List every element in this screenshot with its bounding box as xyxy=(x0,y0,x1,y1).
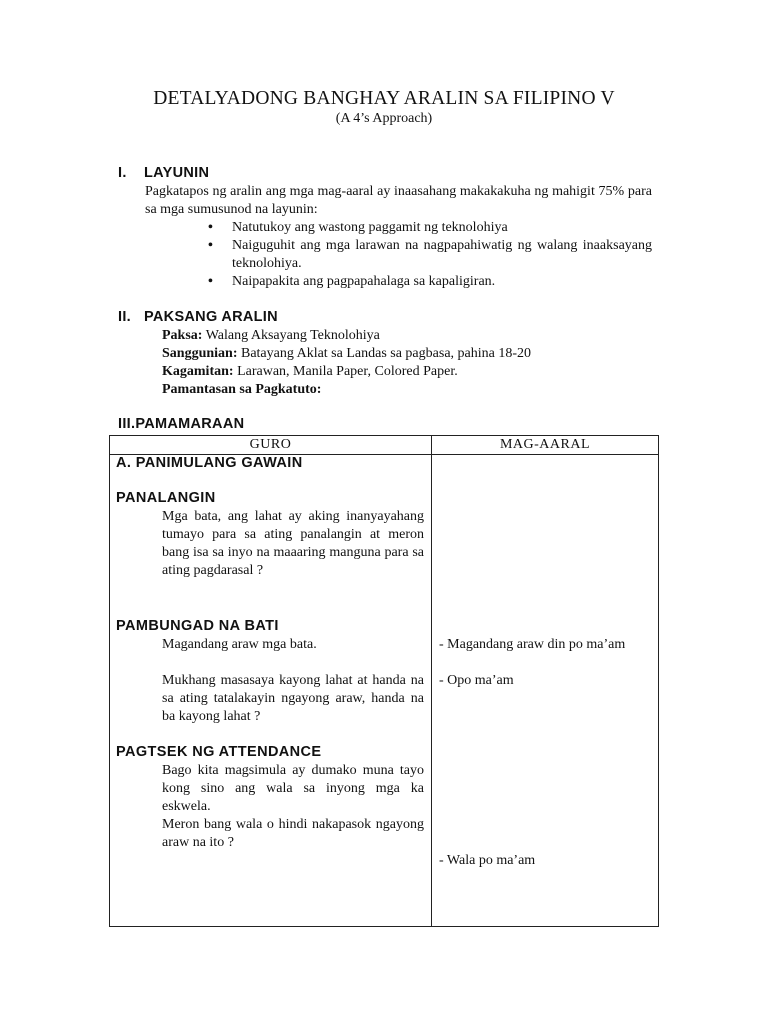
section-layunin-heading xyxy=(118,165,209,181)
list-item xyxy=(208,237,652,273)
section-title: PAKSANG ARALIN xyxy=(144,309,278,325)
bullet-icon: • xyxy=(208,274,213,289)
paksa-row xyxy=(162,327,380,345)
kagamitan-label: Kagamitan: xyxy=(162,364,234,379)
bullet-text: Naiguguhit ang mga larawan na nagpapahiwatig ng walang inaaksayang teknolohiya. xyxy=(232,238,652,271)
bullet-text: Natutukoy ang wastong paggamit ng teknolohiya xyxy=(232,220,508,235)
section-pamamaraan-heading: III.PAMAMARAAN xyxy=(118,416,245,432)
mag-aaral-cell xyxy=(432,455,659,927)
layunin-bullet-list xyxy=(208,219,652,291)
section-paksang-aralin-heading xyxy=(118,309,278,325)
student-response-3: - Wala po ma’am xyxy=(439,853,536,868)
table-row xyxy=(110,455,659,927)
attendance-text-2: Meron bang wala o hindi nakapasok ngayong araw na ito ? xyxy=(162,817,424,850)
attendance-text-1: Bago kita magsimula ay dumako muna tayo kong sino ang wala sa inyong mga ka eskwela. xyxy=(162,763,424,814)
bullet-text: Naipapakita ang pagpapahalaga sa kapaligiran. xyxy=(232,274,496,289)
paksa-label: Paksa: xyxy=(162,328,203,343)
paksa-value: Walang Aksayang Teknolohiya xyxy=(205,328,380,343)
panimulang-gawain-heading: A. PANIMULANG GAWAIN xyxy=(116,455,303,471)
student-response-2: - Opo ma’am xyxy=(439,673,514,688)
section-number: I. xyxy=(118,165,127,181)
bullet-icon: • xyxy=(208,220,213,235)
pamantasan-label: Pamantasan sa Pagkatuto: xyxy=(162,382,322,397)
table-header-row xyxy=(110,436,659,455)
pamantasan-row xyxy=(162,381,321,399)
attendance-heading: PAGTSEK NG ATTENDANCE xyxy=(116,744,322,760)
kagamitan-value: Larawan, Manila Paper, Colored Paper. xyxy=(237,364,458,379)
list-item xyxy=(208,273,652,291)
bullet-icon: • xyxy=(208,238,213,253)
list-item xyxy=(208,219,652,237)
guro-cell xyxy=(110,455,432,927)
pambungad-text-1: Magandang araw mga bata. xyxy=(162,637,317,652)
column-header-mag-aaral: MAG-AARAL xyxy=(432,436,659,455)
section-title: LAYUNIN xyxy=(144,165,210,181)
layunin-intro: Pagkatapos ng aralin ang mga mag-aaral ay inaasahang makakakuha ng mahigit 75% para sa mga sumusunod na layunin: xyxy=(145,184,652,217)
section-number: II. xyxy=(118,309,131,325)
student-response-1: - Magandang araw din po ma’am xyxy=(439,637,626,652)
sanggunian-label: Sanggunian: xyxy=(162,346,238,361)
pambungad-text-2: Mukhang masasaya kayong lahat at handa na sa ating tatalakayin ngayong araw, handa na ba kayong lahat ? xyxy=(162,673,424,724)
panalangin-heading: PANALANGIN xyxy=(116,490,216,506)
document-title: DETALYADONG BANGHAY ARALIN SA FILIPINO V xyxy=(153,88,615,109)
sanggunian-row xyxy=(162,345,531,363)
sanggunian-value: Batayang Aklat sa Landas sa pagbasa, pahina 18-20 xyxy=(240,346,532,361)
procedure-table xyxy=(109,435,659,927)
pambungad-heading: PAMBUNGAD NA BATI xyxy=(116,618,279,634)
panalangin-text: Mga bata, ang lahat ay aking inanyayahang tumayo para sa ating panalangin at meron bang isa sa inyo na maaaring manguna para sa ating pagdarasal ? xyxy=(162,509,424,578)
column-header-guro: GURO xyxy=(110,436,432,455)
kagamitan-row xyxy=(162,363,458,381)
document-subtitle: (A 4’s Approach) xyxy=(335,111,433,126)
